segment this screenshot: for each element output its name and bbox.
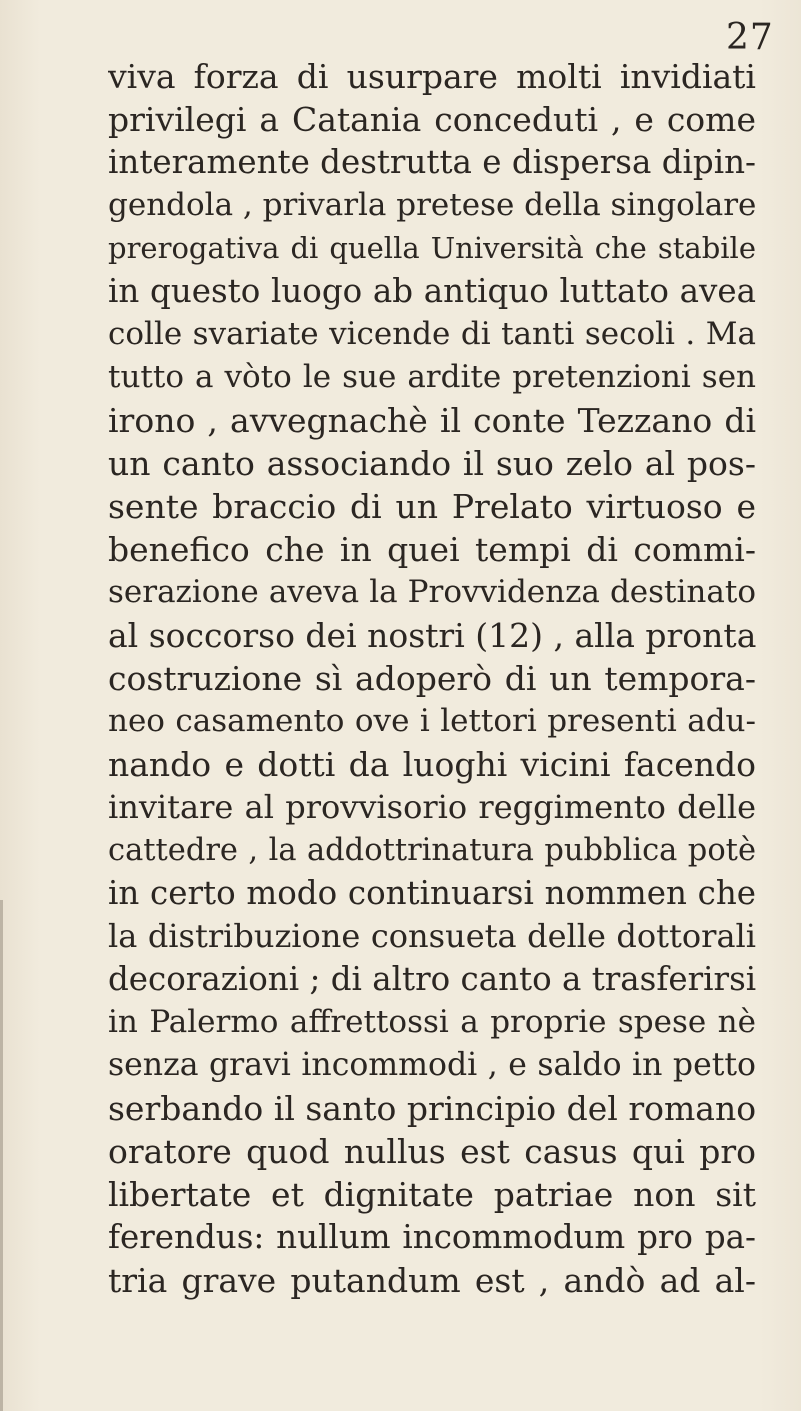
text-line: privilegi a Catania conceduti , e come [108, 100, 756, 139]
text-line: prerogativa di quella Università che stabile [108, 231, 756, 265]
text-line: benefico che in quei tempi di commi- [108, 530, 756, 569]
text-line: un canto associando il suo zelo al pos- [108, 444, 756, 483]
page-number: 27 [726, 17, 774, 58]
text-line: viva forza di usurpare molti invidiati [108, 57, 756, 96]
text-line: al soccorso dei nostri (12) , alla pronta [108, 616, 756, 655]
text-line: in Palermo affrettossi a proprie spese nè [108, 1004, 756, 1040]
text-line: invitare al provvisorio reggimento delle [108, 788, 756, 826]
text-line: in questo luogo ab antiquo luttato avea [108, 272, 756, 310]
text-line: nando e dotti da luoghi vicini facendo [108, 745, 756, 784]
text-line: sente braccio di un Prelato virtuoso e [108, 487, 756, 526]
text-line: ferendus: nullum incommodum pro pa- [108, 1218, 756, 1256]
text-line: tria grave putandum est , andò ad al- [108, 1261, 756, 1300]
text-line: la distribuzione consueta delle dottorali [108, 917, 756, 955]
text-line: irono , avvegnachè il conte Tezzano di [108, 401, 756, 440]
text-line: tutto a vòto le sue ardite pretenzioni sen [108, 359, 756, 395]
text-line: interamente destrutta e dispersa dipin- [108, 143, 756, 181]
page-edge-shadow [0, 900, 3, 1411]
text-line: libertate et dignitate patriae non sit [108, 1175, 756, 1214]
text-line: costruzione sì adoperò di un tempora- [108, 659, 756, 698]
text-line: serazione aveva la Provvidenza destinato [108, 574, 756, 610]
text-line: oratore quod nullus est casus qui pro [108, 1132, 756, 1171]
text-line: neo casamento ove i lettori presenti adu- [108, 703, 756, 739]
text-line: decorazioni ; di altro canto a trasferirsi [108, 960, 756, 998]
text-line: gendola , privarla pretese della singolare [108, 187, 756, 223]
text-line: cattedre , la addottrinatura pubblica potè [108, 833, 756, 868]
text-line: in certo modo continuarsi nommen che [108, 874, 756, 912]
text-line: colle svariate vicende di tanti secoli . Ma [108, 316, 756, 352]
text-line: serbando il santo principio del romano [108, 1089, 756, 1128]
text-line: senza gravi incommodi , e saldo in petto [108, 1047, 756, 1083]
